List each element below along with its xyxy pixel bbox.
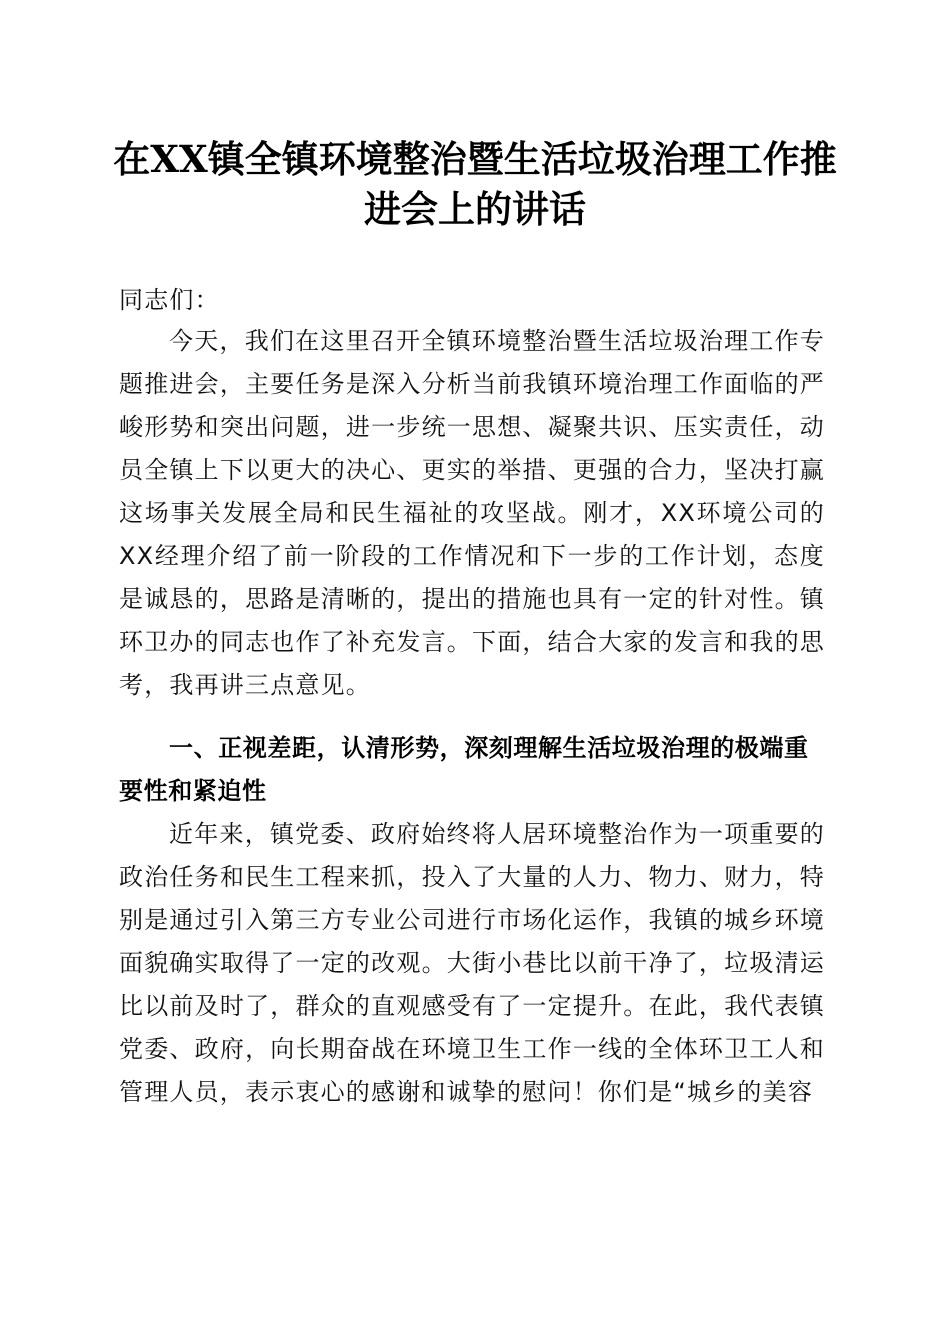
paragraph-section-1: 近年来，镇党委、政府始终将人居环境整治作为一项重要的政治任务和民生工程来抓，投入了大量的人力、物力、财力，特别是通过引入第三方专业公司进行市场化运作，我镇的城乡环境面貌确实取得了一定的改观。大街小巷比以前干净了，垃圾清运比以前及时了，群众的直观感受有了一定提升。在此，我代表镇党委、政府，向长期奋战在环境卫生工作一线的全体环卫工人和管理人员，表示衷心的感谢和诚挚的慰问！你们是“城乡的美容 (119, 820, 825, 1106)
paragraph-opening: 今天，我们在这里召开全镇环境整治暨生活垃圾治理工作专题推进会，主要任务是深入分析当前我镇环境治理工作面临的严峻形势和突出问题，进一步统一思想、凝聚共识、压实责任，动员全镇上下以更大的决心、更实的举措、更强的合力，坚决打赢这场事关发展全局和民生福祉的攻坚战。刚才，XX环境公司的XX经理介绍了前一阶段的工作情况和下一步的工作计划，态度是诚恳的，思路是清晰的，提出的措施也具有一定的针对性。镇环卫办的同志也作了补充发言。下面，结合大家的发言和我的思考，我再讲三点意见。 (119, 327, 825, 699)
salutation: 同志们： (119, 286, 220, 314)
document-title: 在XX镇全镇环境整治暨生活垃圾治理工作推进会上的讲话 (113, 137, 837, 231)
section-heading-1: 一、正视差距，认清形势，深刻理解生活垃圾治理的极端重要性和紧迫性 (119, 734, 809, 805)
